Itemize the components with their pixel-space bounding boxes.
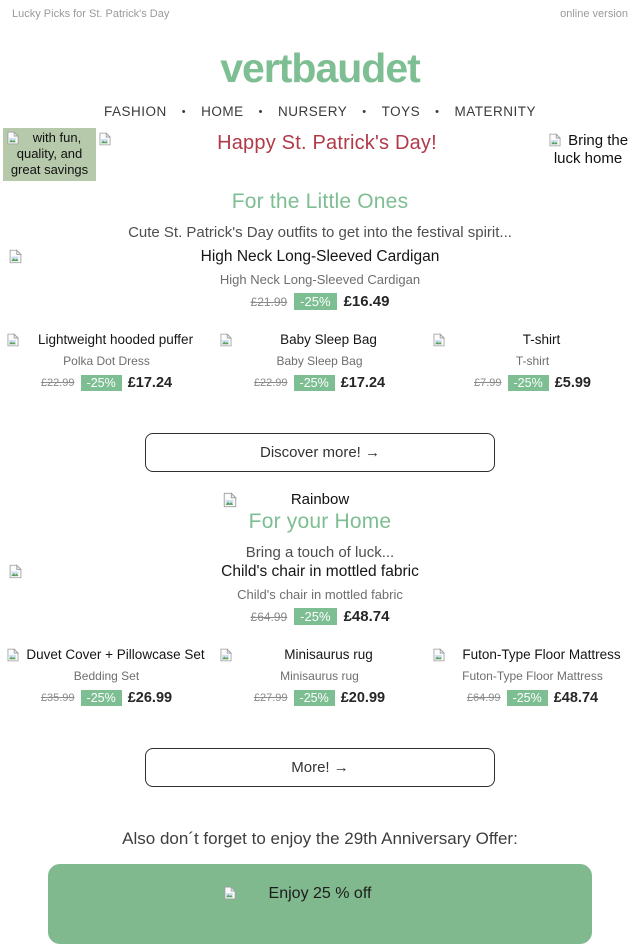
rainbow-banner[interactable] (220, 491, 420, 508)
broken-image-icon[interactable] (98, 132, 112, 146)
nav-item-home[interactable]: HOME (201, 104, 244, 119)
anniversary-offer-banner[interactable] (48, 864, 592, 944)
price-row (0, 608, 640, 625)
nav-item-maternity[interactable]: MATERNITY (454, 104, 536, 119)
old-price: £35.99 (40, 692, 75, 704)
broken-image-icon (6, 648, 20, 662)
old-price: £64.99 (466, 692, 501, 704)
product-title: Minisaurus rug (280, 669, 359, 683)
discover-more-button[interactable]: Discover more! → (145, 433, 495, 472)
discount-badge: -25% (81, 375, 122, 391)
product-image-alt: Lightweight hooded puffer (37, 332, 194, 347)
broken-image-icon (432, 648, 446, 662)
broken-image-icon (219, 333, 233, 347)
old-price: £21.99 (250, 294, 288, 309)
hero-left-alt-text: with fun, quality, and great savings (10, 130, 89, 177)
discount-badge: -25% (294, 690, 335, 706)
product-image-alt: Duvet Cover + Pillowcase Set (26, 647, 205, 662)
online-version-link[interactable]: online version (560, 8, 628, 20)
discount-badge: -25% (507, 690, 548, 706)
offer-alt-text: Enjoy 25 % off (268, 885, 372, 902)
current-price: £26.99 (127, 690, 173, 706)
section-heading-little-ones: For the Little Ones (231, 190, 409, 213)
product-image-alt: Child's chair in mottled fabric (221, 563, 419, 580)
product-image-alt: Futon-Type Floor Mattress (462, 647, 621, 662)
product-card[interactable] (0, 332, 213, 391)
product-card[interactable] (426, 647, 639, 706)
product-image-alt: Minisaurus rug (284, 647, 373, 662)
current-price: £17.24 (127, 375, 173, 391)
main-nav (0, 104, 640, 119)
product-card-featured[interactable] (0, 248, 640, 310)
discount-badge: -25% (294, 375, 335, 391)
current-price: £5.99 (554, 375, 591, 391)
nav-bullet-icon: • (362, 105, 367, 118)
price-row (426, 375, 639, 391)
broken-image-icon (432, 333, 446, 347)
current-price: £20.99 (340, 690, 386, 706)
price-row (0, 690, 213, 706)
discount-badge: -25% (508, 375, 549, 391)
product-image-alt: Baby Sleep Bag (280, 332, 377, 347)
broken-image-icon (8, 564, 23, 579)
old-price: £27.99 (253, 692, 288, 704)
price-row (426, 690, 639, 706)
current-price: £48.74 (553, 690, 599, 706)
broken-image-icon (6, 333, 20, 347)
broken-image-icon (219, 648, 233, 662)
anniversary-text: Also don´t forget to enjoy the 29th Anniversary Offer: (122, 829, 518, 848)
current-price: £16.49 (343, 293, 390, 310)
hero-right-alt-text: Bring the luck home (553, 132, 629, 167)
hero-left-banner[interactable] (3, 128, 96, 181)
product-title: Futon-Type Floor Mattress (462, 669, 603, 683)
discount-badge: -25% (294, 293, 336, 310)
broken-image-icon (222, 492, 238, 508)
product-title: High Neck Long-Sleeved Cardigan (219, 272, 421, 287)
broken-image-icon (8, 249, 23, 264)
brand-logo[interactable]: vertbaudet (220, 45, 420, 91)
product-card-featured[interactable] (0, 563, 640, 625)
product-title: Bedding Set (73, 669, 140, 683)
more-button[interactable]: More! → (145, 748, 495, 787)
nav-item-nursery[interactable]: NURSERY (277, 104, 348, 119)
product-card[interactable] (0, 647, 213, 706)
preheader (0, 0, 640, 20)
section-heading-home: For your Home (248, 510, 392, 533)
broken-image-icon (548, 133, 562, 147)
product-title: Polka Dot Dress (63, 354, 150, 368)
nav-bullet-icon: • (258, 105, 263, 118)
product-title: T-shirt (515, 354, 550, 368)
old-price: £22.99 (253, 377, 288, 389)
current-price: £17.24 (340, 375, 386, 391)
product-title: Baby Sleep Bag (276, 354, 363, 368)
current-price: £48.74 (343, 608, 390, 625)
old-price: £22.99 (40, 377, 75, 389)
broken-image-icon (6, 131, 20, 145)
price-row (213, 690, 426, 706)
section-subtitle: Cute St. Patrick's Day outfits to get into the festival spirit... (128, 224, 512, 241)
product-image-alt: T-shirt (522, 332, 561, 347)
product-image-alt: High Neck Long-Sleeved Cardigan (200, 248, 440, 265)
price-row (213, 375, 426, 391)
hero-title: Happy St. Patrick's Day! (217, 132, 437, 154)
nav-bullet-icon: • (181, 105, 187, 118)
button-row (0, 433, 640, 472)
button-row (0, 748, 640, 787)
nav-bullet-icon: • (435, 105, 440, 118)
nav-item-toys[interactable]: TOYS (381, 104, 421, 119)
preheader-subject: Lucky Picks for St. Patrick's Day (12, 8, 170, 20)
section-subtitle: Bring a touch of luck... (245, 544, 395, 561)
broken-image-icon (223, 886, 237, 900)
product-title: Child's chair in mottled fabric (237, 587, 403, 602)
price-row (0, 375, 213, 391)
hero-row (0, 128, 640, 182)
hero-left-area (0, 128, 118, 181)
discount-badge: -25% (294, 608, 336, 625)
hero-right-banner[interactable] (536, 128, 640, 168)
product-card[interactable] (213, 647, 426, 706)
rainbow-alt-text: Rainbow (290, 491, 350, 508)
product-grid (0, 332, 640, 391)
price-row (0, 293, 640, 310)
nav-item-fashion[interactable]: FASHION (104, 104, 167, 119)
product-card[interactable] (213, 332, 426, 391)
old-price: £7.99 (473, 377, 502, 389)
product-card[interactable] (426, 332, 639, 391)
old-price: £64.99 (250, 609, 288, 624)
product-grid (0, 647, 640, 706)
discount-badge: -25% (81, 690, 122, 706)
